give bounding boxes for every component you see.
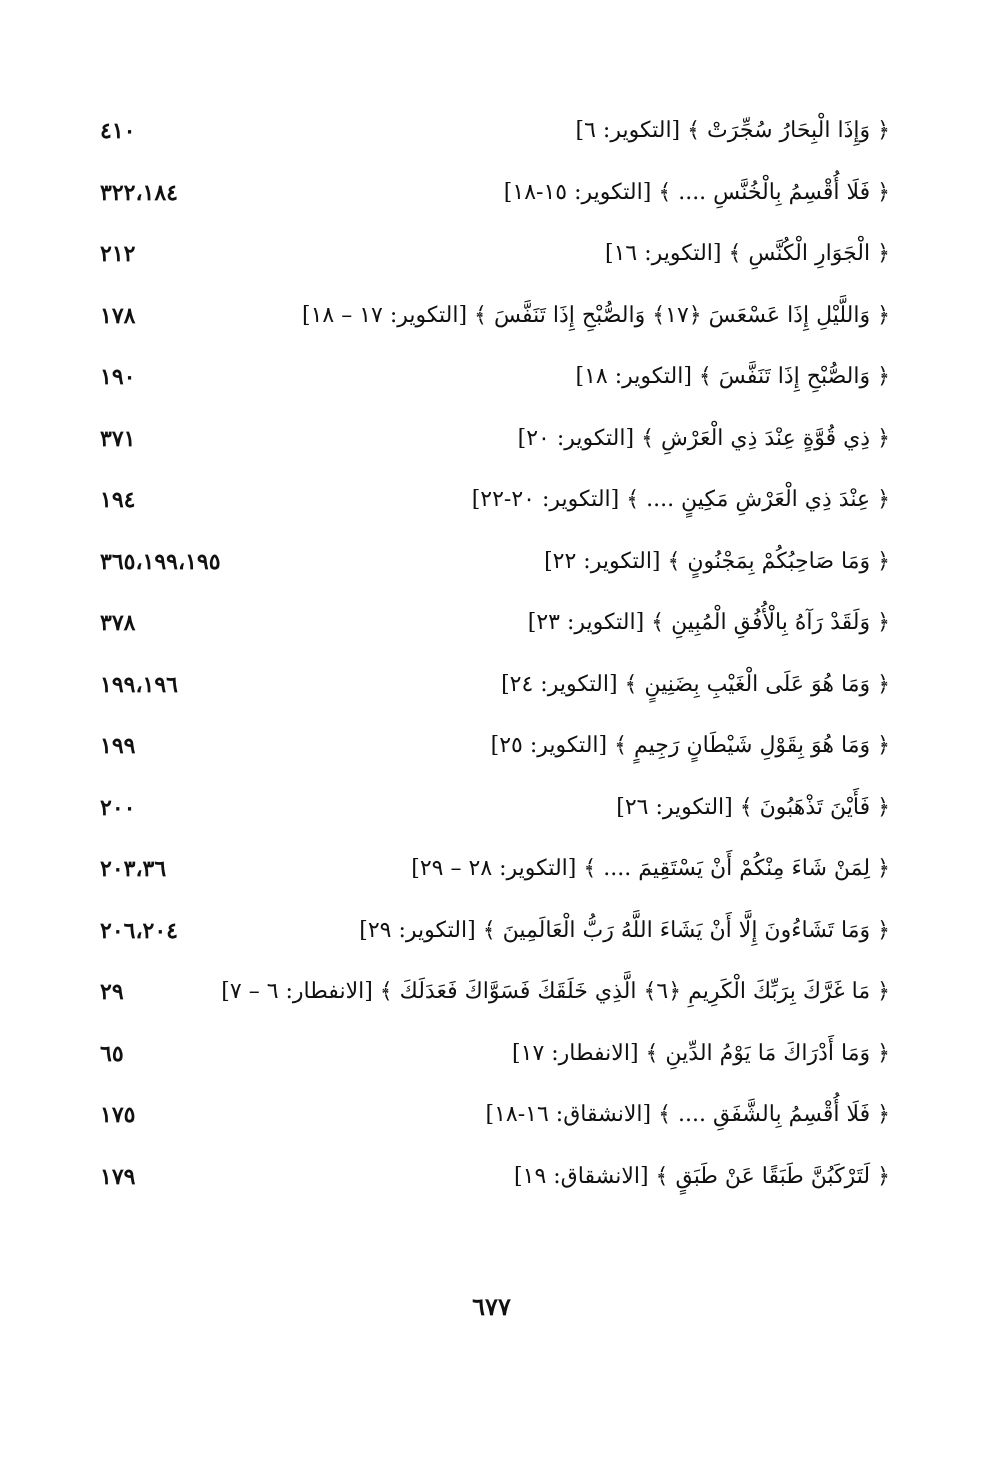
- page-references: ٤١٠: [100, 118, 136, 144]
- page-references: ١٧٩: [100, 1163, 136, 1190]
- page-references: ٣٧١: [100, 425, 136, 452]
- verse-reference: ﴿ لَتَرْكَبُنَّ طَبَقًا عَنْ طَبَقٍ ﴾ [الانشقاق: ١٩]: [514, 1163, 890, 1189]
- verse-reference: ﴿ فَلَا أُقْسِمُ بِالشَّفَقِ .... ﴾ [الانشقاق: ١٦-١٨]: [485, 1102, 890, 1127]
- verse-reference: ﴿ فَلَا أُقْسِمُ بِالْخُنَّسِ .... ﴾ [التكوير: ١٥-١٨]: [503, 179, 890, 205]
- page-references: ٣٧٨: [100, 610, 136, 636]
- verse-reference: ﴿ ذِي قُوَّةٍ عِنْدَ ذِي الْعَرْشِ ﴾ [التكوير: ٢٠]: [517, 425, 890, 451]
- index-row: [100, 1036, 890, 1098]
- page-references: ٣٢٢،١٨٤: [100, 179, 178, 206]
- page-references: ١٩٩،١٩٦: [100, 671, 178, 698]
- verse-reference: ﴿ وَاللَّيْلِ إِذَا عَسْعَسَ ﴿١٧﴾ وَالصُّبْحِ إِذَا تَنَفَّسَ ﴾ [التكوير: ١٧ – ١٨]: [301, 302, 890, 328]
- page-references: ٦٥: [100, 1040, 124, 1067]
- page-references: ١٩٠: [100, 364, 136, 390]
- page-references: ٢٩: [100, 979, 124, 1005]
- index-row: [100, 298, 890, 360]
- verse-reference: ﴿ وَإِذَا الْبِحَارُ سُجِّرَتْ ﴾ [التكوير: ٦]: [575, 118, 890, 143]
- verse-reference: ﴿ وَمَا هُوَ بِقَوْلِ شَيْطَانٍ رَجِيمٍ ﴾ [التكوير: ٢٥]: [490, 733, 890, 758]
- verse-reference: ﴿ وَمَا تَشَاءُونَ إِلَّا أَنْ يَشَاءَ اللَّهُ رَبُّ الْعَالَمِينَ ﴾ [التكوير: ٢٩]: [359, 917, 890, 943]
- index-row: [100, 1159, 890, 1221]
- index-row: [100, 359, 890, 421]
- page-references: ٢٠٠: [100, 794, 136, 821]
- index-row: [100, 605, 890, 667]
- index-row: [100, 851, 890, 913]
- page-references: ١٧٨: [100, 302, 136, 329]
- index-row: [100, 482, 890, 544]
- index-row: [100, 113, 890, 175]
- index-row: [100, 421, 890, 483]
- verse-reference: ﴿ وَمَا أَدْرَاكَ مَا يَوْمُ الدِّينِ ﴾ [الانفطار: ١٧]: [512, 1040, 890, 1066]
- index-row: [100, 544, 890, 606]
- verse-reference: ﴿ وَالصُّبْحِ إِذَا تَنَفَّسَ ﴾ [التكوير: ١٨]: [575, 364, 890, 389]
- index-row: [100, 667, 890, 729]
- index-row: [100, 913, 890, 975]
- verse-reference: ﴿ وَمَا صَاحِبُكُمْ بِمَجْنُونٍ ﴾ [التكوير: ٢٢]: [544, 548, 890, 574]
- verse-reference: ﴿ الْجَوَارِ الْكُنَّسِ ﴾ [التكوير: ١٦]: [605, 241, 890, 266]
- index-row: [100, 790, 890, 852]
- index-row: [100, 175, 890, 237]
- index-row: [100, 236, 890, 298]
- verse-reference: ﴿ وَمَا هُوَ عَلَى الْغَيْبِ بِضَنِينٍ ﴾ [التكوير: ٢٤]: [501, 671, 890, 697]
- page-references: ٣٦٥،١٩٩،١٩٥: [100, 548, 221, 575]
- index-row: [100, 974, 890, 1036]
- index-row: [100, 1097, 890, 1159]
- index-row: [100, 728, 890, 790]
- verse-reference: ﴿ فَأَيْنَ تَذْهَبُونَ ﴾ [التكوير: ٢٦]: [616, 794, 890, 820]
- verse-reference: ﴿ مَا غَرَّكَ بِرَبِّكَ الْكَرِيمِ ﴿٦﴾ الَّذِي خَلَقَكَ فَسَوَّاكَ فَعَدَلَكَ ﴾ [الانفطار: ٦ – ٧]: [221, 979, 890, 1004]
- page-references: ١٩٤: [100, 487, 136, 513]
- verse-reference: ﴿ عِنْدَ ذِي الْعَرْشِ مَكِينٍ .... ﴾ [التكوير: ٢٠-٢٢]: [471, 487, 890, 512]
- page-references: ٢١٢: [100, 241, 136, 267]
- verse-index-list: [100, 113, 890, 1220]
- verse-reference: ﴿ وَلَقَدْ رَآهُ بِالْأُفُقِ الْمُبِينِ ﴾ [التكوير: ٢٣]: [527, 610, 890, 635]
- page-references: ١٧٥: [100, 1102, 136, 1128]
- page-number: ٦٧٧: [472, 1292, 511, 1321]
- page-references: ١٩٩: [100, 733, 136, 759]
- page-references: ٢٠٣،٣٦: [100, 856, 167, 882]
- verse-reference: ﴿ لِمَنْ شَاءَ مِنْكُمْ أَنْ يَسْتَقِيمَ .... ﴾ [التكوير: ٢٨ – ٢٩]: [411, 856, 890, 881]
- page-references: ٢٠٦،٢٠٤: [100, 917, 178, 944]
